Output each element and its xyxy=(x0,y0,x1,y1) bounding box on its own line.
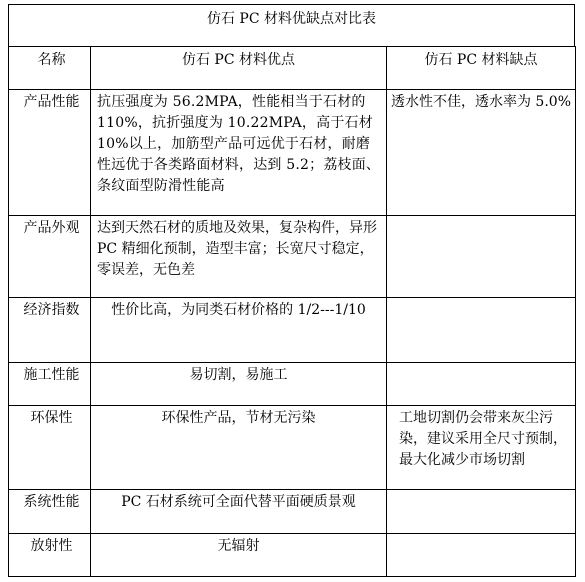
comparison-table xyxy=(8,46,576,577)
row-pros: 易切割，易施工 xyxy=(91,363,387,406)
row-pros: PC 石材系统可全面代替平面硬质景观 xyxy=(91,490,387,534)
row-name: 环保性 xyxy=(9,406,91,490)
row-cons: 工地切割仍会带来灰尘污染，建议采用全尺寸预制，最大化减少市场切割 xyxy=(387,406,576,490)
row-cons xyxy=(387,534,576,577)
row-name: 经济指数 xyxy=(9,298,91,363)
row-pros: 达到天然石材的质地及效果，复杂构件，异形 PC 精细化预制，造型丰富；长宽尺寸稳定，零误差，无色差 xyxy=(91,216,387,298)
row-name: 系统性能 xyxy=(9,490,91,534)
table-row xyxy=(9,406,576,490)
row-cons xyxy=(387,298,576,363)
row-pros: 抗压强度为 56.2MPA，性能相当于石材的 110%，抗折强度为 10.22MPA，高于石材 10%以上，加筋型产品可远优于石材，耐磨性远优于各类路面材料，达到 5.2；荔枝面、条纹面型防滑性能高 xyxy=(91,90,387,216)
row-cons: 透水性不佳，透水率为 5.0% xyxy=(387,90,576,216)
table-title: 仿石 PC 材料优缺点对比表 xyxy=(8,4,575,47)
row-cons xyxy=(387,363,576,406)
row-name: 产品性能 xyxy=(9,90,91,216)
row-pros: 环保性产品，节材无污染 xyxy=(91,406,387,490)
table-row xyxy=(9,490,576,534)
table-row xyxy=(9,363,576,406)
table-row xyxy=(9,298,576,363)
row-name: 施工性能 xyxy=(9,363,91,406)
row-cons xyxy=(387,216,576,298)
header-pros: 仿石 PC 材料优点 xyxy=(91,47,387,90)
table-row xyxy=(9,90,576,216)
comparison-document xyxy=(8,4,575,577)
row-name: 放射性 xyxy=(9,534,91,577)
row-name: 产品外观 xyxy=(9,216,91,298)
header-cons: 仿石 PC 材料缺点 xyxy=(387,47,576,90)
table-header-row xyxy=(9,47,576,90)
table-row xyxy=(9,534,576,577)
header-name: 名称 xyxy=(9,47,91,90)
row-cons xyxy=(387,490,576,534)
row-pros: 性价比高，为同类石材价格的 1/2---1/10 xyxy=(91,298,387,363)
row-pros: 无辐射 xyxy=(91,534,387,577)
table-row xyxy=(9,216,576,298)
